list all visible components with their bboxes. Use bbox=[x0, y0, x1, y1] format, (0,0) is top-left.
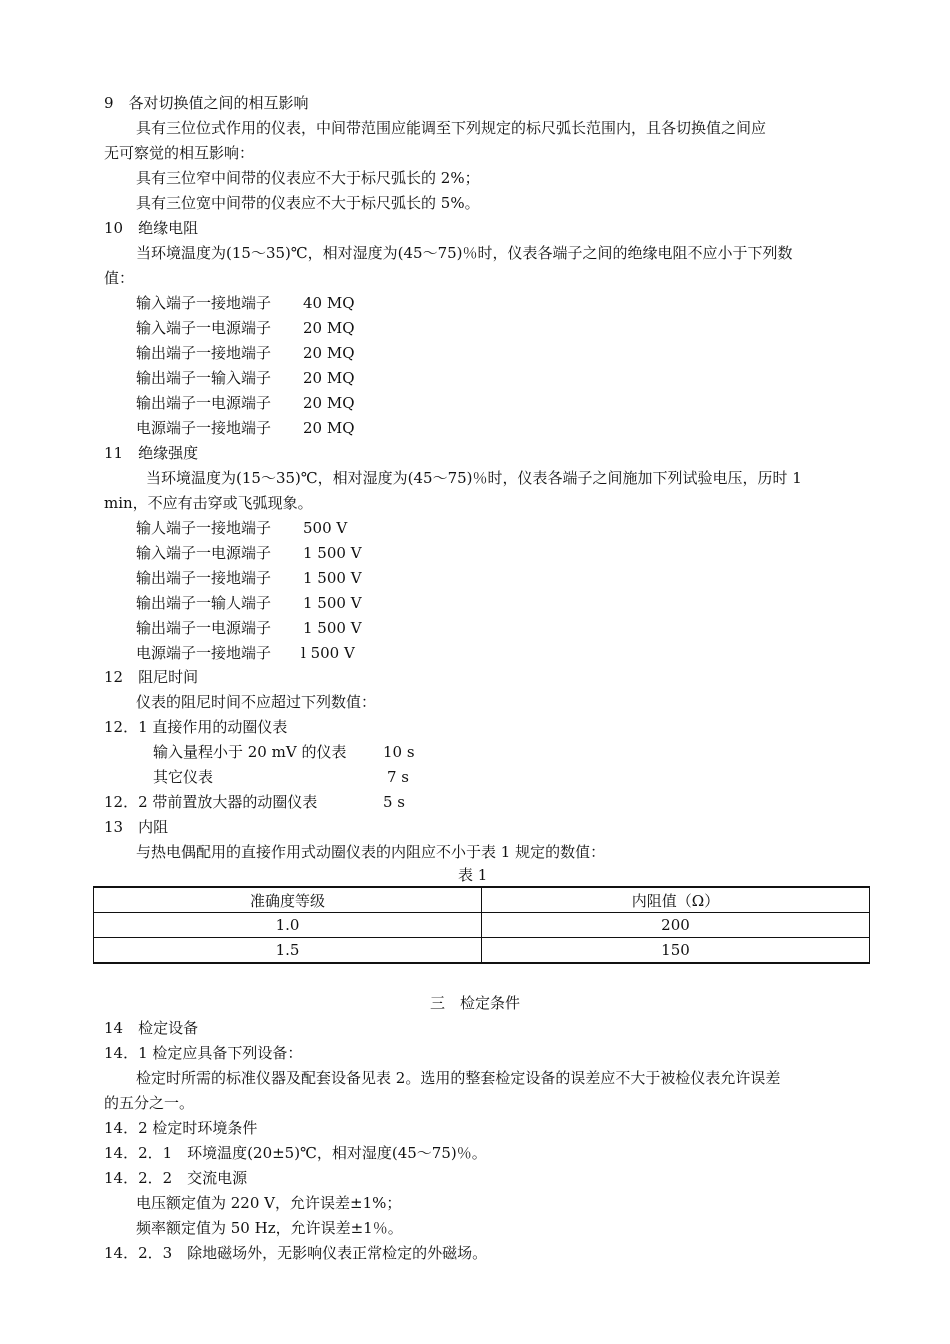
table-cell: 150 bbox=[482, 938, 870, 964]
voltage-rating-line: 电压额定值为 220 V，允许误差±1%； bbox=[136, 1194, 402, 1212]
insulation-resistance-label: 输入端子一电源端子 bbox=[136, 319, 272, 337]
table-row bbox=[94, 913, 870, 938]
section-9-item-wide: 具有三位宽中间带的仪表应不大于标尺弧长的 5%。 bbox=[136, 194, 480, 212]
section-9-paragraph-line1: 具有三位位式作用的仪表，中间带范围应能调至下列规定的标尺弧长范围内，且各切换值之间应 bbox=[136, 119, 767, 137]
insulation-resistance-value: 20 MQ bbox=[303, 319, 355, 337]
section-14-2-heading: 14．2 检定时环境条件 bbox=[104, 1119, 258, 1137]
insulation-resistance-label: 输出端子一电源端子 bbox=[136, 394, 272, 412]
section-12-1-heading: 12．1 直接作用的动圈仪表 bbox=[104, 718, 288, 736]
insulation-resistance-value: 20 MQ bbox=[303, 344, 355, 362]
insulation-strength-value: 1 500 V bbox=[303, 544, 362, 562]
section-12-intro: 仪表的阻尼时间不应超过下列数值： bbox=[136, 693, 377, 711]
section-10-paragraph-line1: 当环境温度为(15～35)℃，相对湿度为(45～75)％时，仪表各端子之间的绝缘电阻不应小于下列数 bbox=[136, 244, 793, 262]
table-cell: 200 bbox=[482, 913, 870, 938]
insulation-strength-value: 1 500 V bbox=[303, 569, 362, 587]
insulation-resistance-value: 20 MQ bbox=[303, 369, 355, 387]
table-header-row bbox=[94, 887, 870, 913]
damping-time-value: 7 s bbox=[387, 768, 410, 786]
insulation-strength-value: 500 V bbox=[303, 519, 348, 537]
table-header-cell: 准确度等级 bbox=[94, 887, 482, 913]
insulation-strength-label: 输出端子一电源端子 bbox=[136, 619, 272, 637]
section-11-paragraph-line1: 当环境温度为(15～35)℃，相对湿度为(45～75)％时，仪表各端子之间施加下列试验电压，历时 1 bbox=[146, 469, 802, 487]
insulation-strength-value: l 500 V bbox=[301, 644, 355, 662]
section-10-paragraph-line2: 值： bbox=[104, 269, 135, 287]
insulation-strength-label: 输入端子一电源端子 bbox=[136, 544, 272, 562]
section-13-intro: 与热电偶配用的直接作用式动圈仪表的内阻应不小于表 1 规定的数值： bbox=[136, 843, 606, 861]
section-9-heading: 9 各对切换值之间的相互影响 bbox=[104, 94, 309, 112]
chapter-title: 三 检定条件 bbox=[429, 994, 520, 1012]
section-13-heading: 13 内阻 bbox=[104, 818, 169, 836]
section-11-paragraph-line2: min，不应有击穿或飞弧现象。 bbox=[104, 494, 313, 512]
section-14-heading: 14 检定设备 bbox=[104, 1019, 199, 1037]
section-11-heading: 11 绝缘强度 bbox=[104, 444, 199, 462]
table-row bbox=[94, 938, 870, 964]
section-12-2-label: 12．2 带前置放大器的动圈仪表 bbox=[104, 793, 318, 811]
insulation-strength-label: 输出端子一输人端子 bbox=[136, 594, 272, 612]
internal-resistance-table bbox=[93, 886, 870, 964]
insulation-resistance-value: 20 MQ bbox=[303, 419, 355, 437]
insulation-resistance-label: 输出端子一接地端子 bbox=[136, 344, 272, 362]
section-14-1-heading: 14．1 检定应具备下列设备： bbox=[104, 1044, 303, 1062]
insulation-resistance-label: 输出端子一输入端子 bbox=[136, 369, 272, 387]
table-cell: 1.0 bbox=[94, 913, 482, 938]
insulation-resistance-value: 20 MQ bbox=[303, 394, 355, 412]
table-header-cell: 内阻值（Ω） bbox=[482, 887, 870, 913]
section-14-2-1: 14．2．1 环境温度(20±5)℃，相对湿度(45～75)％。 bbox=[104, 1144, 487, 1162]
insulation-resistance-value: 40 MQ bbox=[303, 294, 355, 312]
insulation-strength-label: 电源端子一接地端子 bbox=[136, 644, 272, 662]
section-10-heading: 10 绝缘电阻 bbox=[104, 219, 199, 237]
section-14-2-3: 14．2．3 除地磁场外，无影响仪表正常检定的外磁场。 bbox=[104, 1244, 488, 1262]
table-caption: 表 1 bbox=[458, 866, 488, 884]
frequency-rating-line: 频率额定值为 50 Hz，允许误差±1％。 bbox=[136, 1219, 403, 1237]
section-12-heading: 12 阻尼时间 bbox=[104, 668, 199, 686]
insulation-strength-label: 输出端子一接地端子 bbox=[136, 569, 272, 587]
section-9-item-narrow: 具有三位窄中间带的仪表应不大于标尺弧长的 2%； bbox=[136, 169, 480, 187]
table-cell: 1.5 bbox=[94, 938, 482, 964]
damping-time-label: 其它仪表 bbox=[153, 768, 214, 786]
insulation-resistance-label: 输入端子一接地端子 bbox=[136, 294, 272, 312]
section-14-1-paragraph-line1: 检定时所需的标准仪器及配套设备见表 2。选用的整套检定设备的误差应不大于被检仪表允许误差 bbox=[136, 1069, 781, 1087]
section-9-paragraph-line2: 无可察觉的相互影响： bbox=[104, 144, 255, 162]
section-14-2-2: 14．2．2 交流电源 bbox=[104, 1169, 248, 1187]
insulation-strength-value: 1 500 V bbox=[303, 594, 362, 612]
damping-time-value: 10 s bbox=[383, 743, 415, 761]
insulation-strength-label: 输人端子一接地端子 bbox=[136, 519, 272, 537]
damping-time-label: 输入量程小于 20 mV 的仪表 bbox=[153, 743, 347, 761]
section-14-1-paragraph-line2: 的五分之一。 bbox=[104, 1094, 195, 1112]
insulation-resistance-label: 电源端子一接地端子 bbox=[136, 419, 272, 437]
section-12-2-value: 5 s bbox=[383, 793, 406, 811]
insulation-strength-value: 1 500 V bbox=[303, 619, 362, 637]
